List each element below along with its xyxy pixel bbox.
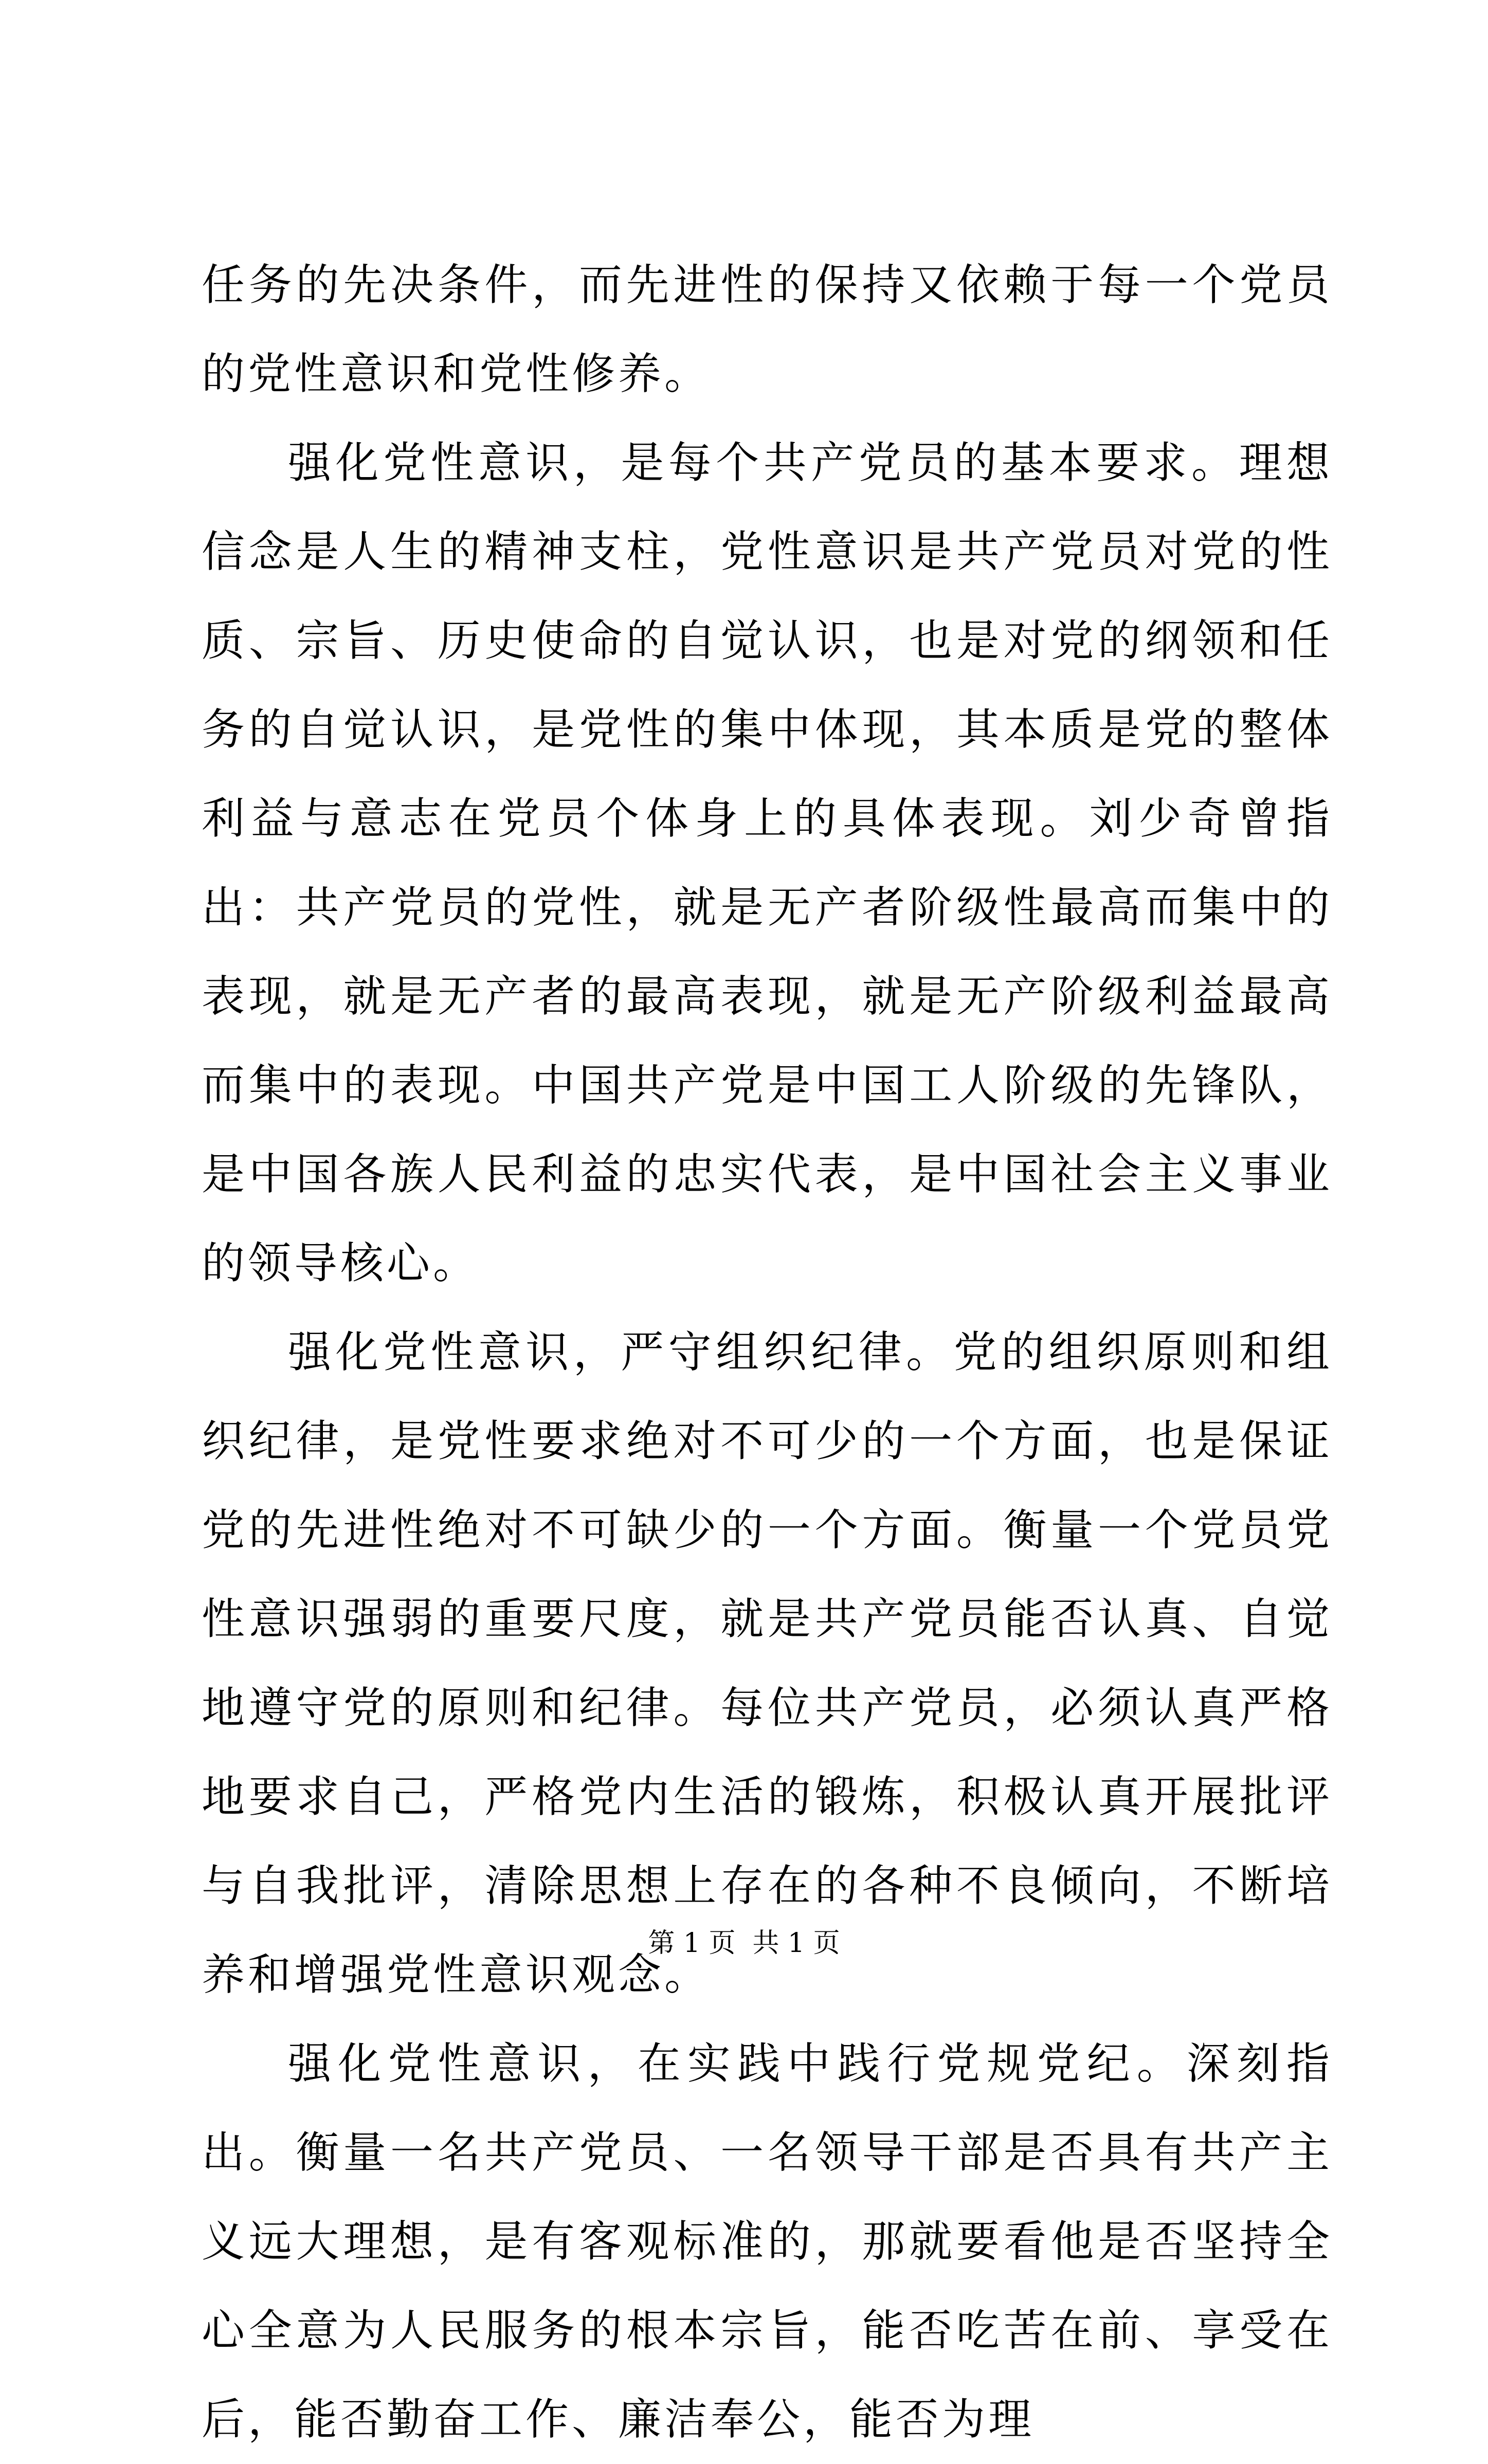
paragraph-continuation: 任务的先决条件，而先进性的保持又依赖于每一个党员的党性意识和党性修养。 [202,260,1333,399]
page-footer [0,1925,1488,1961]
paragraph-party-awareness-requirement: 强化党性意识，是每个共产党员的基本要求。理想信念是人生的精神支柱，党性意识是共产党员对党的性质、宗旨、历史使命的自觉认识，也是对党的纲领和任务的自觉认识，是党性的集中体现，其本质是党的整体利益与意志在党员个体身上的具体表现。刘少奇曾指出：共产党员的党性，就是无产者阶级性最高而集中的表现，就是无产者的最高表现，就是无产阶级利益最高而集中的表现。中国共产党是中国工人阶级的先锋队，是中国各族人民利益的忠实代表，是中国社会主义事业的领导核心。 [202,437,1333,1288]
paragraph-organizational-discipline: 强化党性意识，严守组织纪律。党的组织原则和组织纪律，是党性要求绝对不可少的一个方面，也是保证党的先进性绝对不可缺少的一个方面。衡量一个党员党性意识强弱的重要尺度，就是共产党员能否认真、自觉地遵守党的原则和纪律。每位共产党员，必须认真严格地要求自己，严格党内生活的锻炼，积极认真开展批评与自我批评，清除思想上存在的各种不良倾向，不断培养和增强党性意识观念。 [202,1327,1333,2000]
page-number-label: 第 1 页 共 1 页 [648,1928,840,1959]
document-body [202,241,1333,2464]
paragraph-practice-party-rules: 强化党性意识，在实践中践行党规党纪。深刻指出。衡量一名共产党员、一名领导干部是否具有共产主义远大理想，是有客观标准的，那就要看他是否坚持全心全意为人民服务的根本宗旨，能否吃苦在前、享受在后，能否勤奋工作、廉洁奉公，能否为理 [202,2038,1333,2444]
